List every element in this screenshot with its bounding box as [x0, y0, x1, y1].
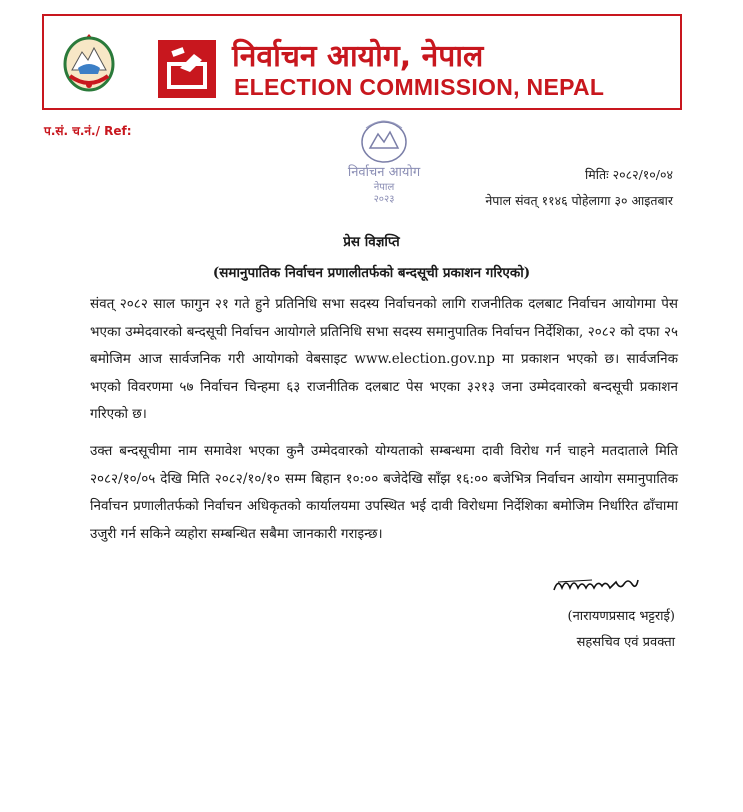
- letterhead-title-english: ELECTION COMMISSION, NEPAL: [234, 74, 605, 100]
- handwritten-signature-icon: [552, 572, 642, 596]
- svg-text:नेपाल: नेपाल: [373, 182, 395, 193]
- press-release-title: प्रेस विज्ञप्ति: [343, 234, 400, 250]
- signatory-name: (नारायणप्रसाद भट्टराई): [567, 609, 675, 624]
- body-paragraph-2: उक्त बन्दसूचीमा नाम समावेश भएका कुनै उम्मेदवारको योग्यताको सम्बन्धमा दावी विरोध गर्न चाहने मतदाताले मिति २०८२/१०/०५ देखि मिति २०८२/१०/१० सम्म बिहान १०:०० बजेदेखि साँझ १६:०० बजेभित्र निर्वाचन आयोग समानुपातिक निर्वाचन प्रणालीतर्फको निर्वाचन अधिकृतको कार्यालयमा उपस्थित भई दावी विरोधमा निर्देशिका बमोजिम निर्धारित ढाँचामा उजुरी गर्न सकिने व्यहोरा सम्बन्धित सबैमा जानकारी गराइन्छ।: [90, 443, 678, 542]
- date-nepal-sambat: नेपाल संवत् ११४६ पोहेलागा ३० आइतबार: [485, 193, 673, 208]
- svg-text:निर्वाचन आयोग: निर्वाचन आयोग: [347, 165, 421, 180]
- ballot-box-icon: [158, 40, 216, 98]
- nepal-emblem-icon: [60, 30, 118, 96]
- letterhead-title-nepali: निर्वाचन आयोग, नेपाल: [232, 39, 484, 74]
- body-paragraph-1: संवत् २०८२ साल फागुन २१ गते हुने प्रतिनिधि सभा सदस्य निर्वाचनको लागि राजनीतिक दलबाट निर्वाचन आयोगमा पेस भएका उम्मेदवारको बन्दसूची निर्वाचन आयोगले प्रतिनिधि सभा सदस्य समानुपातिक निर्वाचन निर्देशिका, २०८२ को दफा २५ बमोजिम आज सार्वजनिक गरी आयोगको वेबसाइट www.election.gov.np मा प्रकाशन भएको छ। सार्वजनिक भएको विवरणमा ५७ निर्वाचन चिन्हमा ६३ राजनीतिक दलबाट पेस भएका ३२१३ जना उम्मेदवारको बन्दसूची प्रकाशन गरिएको छ।: [90, 296, 678, 422]
- reference-label: प.सं. च.नं./ Ref:: [44, 124, 132, 138]
- signatory-title: सहसचिव एवं प्रवक्ता: [576, 635, 675, 650]
- date-miti: मितिः २०८२/१०/०४: [585, 167, 673, 182]
- svg-text:२०२३: २०२३: [373, 194, 395, 205]
- election-commission-stamp-icon: [326, 108, 442, 206]
- press-release-subtitle: (समानुपातिक निर्वाचन प्रणालीतर्फको बन्दसूची प्रकाशन गरिएको): [212, 265, 531, 281]
